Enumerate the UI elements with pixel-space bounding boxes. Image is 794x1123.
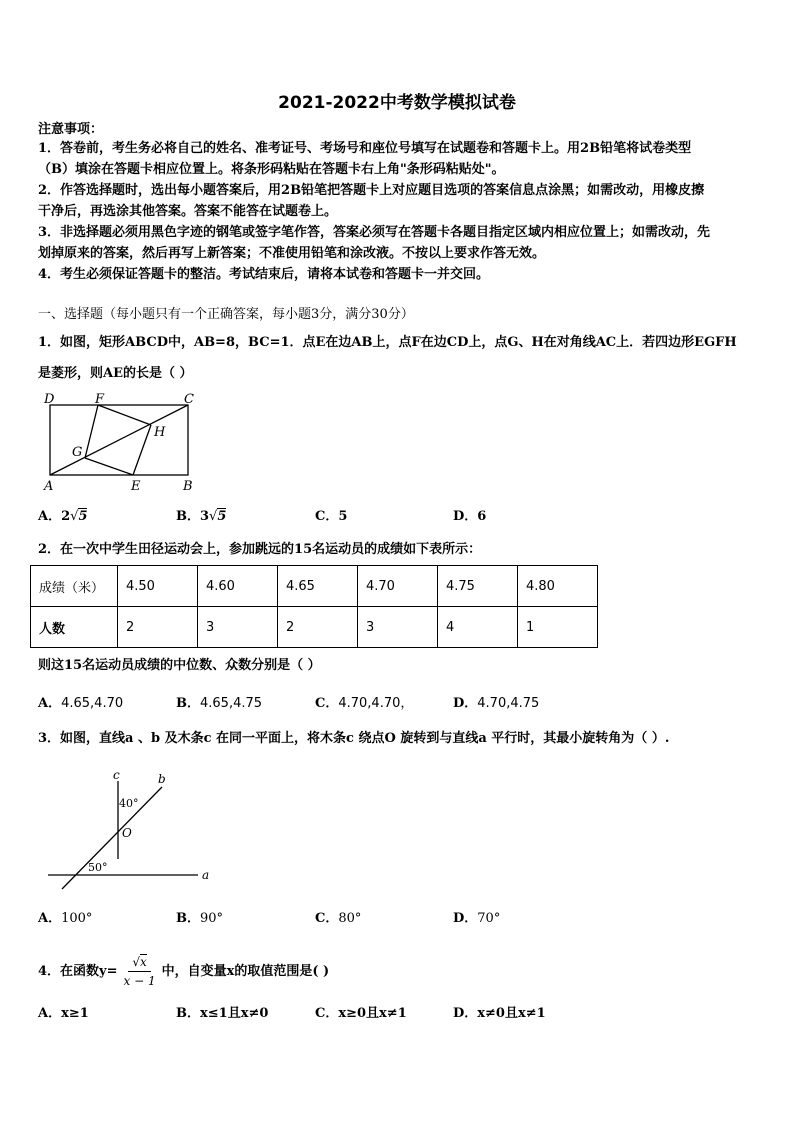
- score-table: [30, 565, 598, 648]
- option-d[interactable]: [453, 1002, 546, 1021]
- option-letter: B．: [176, 911, 200, 926]
- table-cell: 4.65: [278, 566, 358, 607]
- option-text: 100°: [61, 911, 93, 926]
- option-a[interactable]: [38, 692, 123, 711]
- table-header-cell: 人数: [31, 607, 118, 648]
- option-letter: D．: [453, 509, 478, 524]
- option-text: 4.70,4.75: [477, 696, 540, 711]
- table-cell: 4.60: [198, 566, 278, 607]
- notice-line: 干净后，再选涂其他答案。答案不能答在试题卷上。: [38, 204, 338, 219]
- option-c[interactable]: [315, 692, 413, 711]
- table-header-cell: 成绩（米）: [31, 566, 118, 607]
- line-b: [62, 787, 162, 889]
- option-text: 80°: [338, 911, 362, 926]
- option-b[interactable]: B．3√5: [176, 509, 227, 524]
- notice-line: 2．作答选择题时，选出每小题答案后，用2B铅笔把答题卡上对应题目选项的答案信息点涂黑；如需改动，用橡皮擦: [38, 183, 705, 198]
- label-g: G: [72, 445, 83, 460]
- side-hf: [98, 405, 151, 425]
- option-text: 90°: [200, 911, 224, 926]
- section-heading: 一、选择题（每小题只有一个正确答案，每小题3分，满分30分）: [38, 307, 414, 322]
- option-letter: D．: [453, 1006, 478, 1021]
- option-letter: C．: [315, 1006, 339, 1021]
- label-f: F: [95, 392, 105, 407]
- table-row: [31, 607, 598, 648]
- option-letter: D．: [453, 696, 478, 711]
- question-3-stem: 3．如图，直线a 、b 及木条c 在同一平面上，将木条c 绕点O 旋转到与直线a 平行时，其最小旋转角为（ ）.: [38, 731, 670, 746]
- numerator-radicand: x: [139, 955, 147, 969]
- option-text: x≤1且x≠0: [200, 1006, 269, 1021]
- notice-line: 划掉原来的答案，然后再写上新答案；不准使用铅笔和涂改液。不按以上要求作答无效。: [38, 246, 546, 261]
- label-d: D: [44, 392, 55, 407]
- option-letter: C．: [315, 696, 339, 711]
- table-cell: 4: [438, 607, 518, 648]
- option-letter: A．: [38, 509, 62, 524]
- table-row: [31, 566, 598, 607]
- option-d[interactable]: [453, 692, 539, 711]
- option-letter: B．: [176, 1006, 200, 1021]
- option-text: 70°: [477, 911, 501, 926]
- option-radicand: 5: [78, 509, 88, 524]
- option-coefficient: 2: [61, 509, 71, 524]
- table-cell: 4.70: [358, 566, 438, 607]
- option-b[interactable]: [176, 692, 262, 711]
- fraction: [120, 953, 160, 990]
- question-1-figure: [38, 390, 208, 494]
- option-letter: A．: [38, 696, 62, 711]
- label-e: E: [131, 479, 141, 494]
- notice-line: 3．非选择题必须用黑色字迹的钢笔或签字笔作答，答案必须写在答题卡各题目指定区域内相应位置上；如需改动，先: [38, 225, 711, 240]
- angle-50-label: 50°: [88, 861, 108, 874]
- option-b[interactable]: [176, 907, 223, 926]
- option-letter: A．: [38, 911, 62, 926]
- option-text: x≥0且x≠1: [338, 1006, 407, 1021]
- label-h: H: [154, 425, 166, 440]
- label-o: O: [122, 826, 132, 840]
- question-4-stem: [38, 953, 329, 990]
- label-a: A: [44, 479, 54, 494]
- option-text: x≥1: [61, 1006, 89, 1021]
- fraction-denominator: x − 1: [123, 974, 156, 988]
- table-cell: 1: [518, 607, 598, 648]
- option-c[interactable]: [315, 907, 361, 926]
- label-b: b: [158, 772, 166, 786]
- option-letter: C．: [315, 911, 339, 926]
- option-d[interactable]: [453, 505, 486, 524]
- table-cell: 2: [118, 607, 198, 648]
- fraction-numerator: √x: [128, 953, 150, 972]
- option-letter: C．: [315, 509, 339, 524]
- side-fg: [85, 405, 98, 458]
- option-text: 5: [338, 509, 348, 524]
- option-a[interactable]: [38, 907, 92, 926]
- table-cell: 3: [198, 607, 278, 648]
- option-b[interactable]: [176, 1002, 268, 1021]
- table-cell: 4.50: [118, 566, 198, 607]
- option-letter: A．: [38, 1006, 62, 1021]
- page-title: 2021-2022中考数学模拟试卷: [278, 93, 516, 113]
- option-radicand: 5: [217, 509, 227, 524]
- option-text: 4.70,4.70，: [338, 696, 414, 711]
- notice-line: （B）填涂在答题卡相应位置上。将条形码粘贴在答题卡右上角"条形码粘贴处"。: [38, 162, 505, 177]
- option-c[interactable]: [315, 505, 347, 524]
- label-c: C: [184, 392, 194, 407]
- option-text: x≠0且x≠1: [477, 1006, 546, 1021]
- label-c: c: [113, 768, 120, 782]
- option-a[interactable]: A．2√5: [38, 509, 88, 524]
- diagonal-ac: [50, 405, 188, 475]
- table-cell: 4.80: [518, 566, 598, 607]
- side-eh: [133, 425, 151, 475]
- option-coefficient: 3: [200, 509, 210, 524]
- option-text: 4.65,4.75: [200, 696, 263, 711]
- table-cell: 3: [358, 607, 438, 648]
- question-4-suffix: 中，自变量x的取值范围是( ): [161, 963, 330, 979]
- question-3-figure: [38, 765, 228, 893]
- option-c[interactable]: [315, 1002, 407, 1021]
- side-ge: [85, 458, 133, 475]
- option-d[interactable]: [453, 907, 500, 926]
- question-4-prefix: 4．在函数y=: [38, 963, 118, 979]
- question-2-stem: 2．在一次中学生田径运动会上，参加跳远的15名运动员的成绩如下表所示：: [38, 542, 482, 557]
- option-letter: B．: [176, 509, 200, 524]
- angle-40-label: 40°: [119, 797, 139, 810]
- label-a: a: [202, 868, 210, 882]
- option-a[interactable]: [38, 1002, 89, 1021]
- label-b: B: [183, 479, 193, 494]
- table-cell: 4.75: [438, 566, 518, 607]
- question-1-stem-cont: 是菱形，则AE的长是（ ）: [38, 366, 193, 381]
- notice-line: 1．答卷前，考生务必将自己的姓名、准考证号、考场号和座位号填写在试题卷和答题卡上。用2B铅笔将试卷类型: [38, 141, 692, 156]
- option-text: 4.65,4.70: [61, 696, 124, 711]
- notice-heading: 注意事项：: [38, 122, 104, 137]
- question-2-question: 则这15名运动员成绩的中位数、众数分别是（ ）: [38, 658, 321, 673]
- notice-line: 4．考生必须保证答题卡的整洁。考试结束后，请将本试卷和答题卡一并交回。: [38, 267, 490, 282]
- option-text: 6: [477, 509, 487, 524]
- question-1-stem: 1．如图，矩形ABCD中，AB=8，BC=1．点E在边AB上，点F在边CD上，点G、H在对角线AC上．若四边形EGFH: [38, 335, 737, 350]
- option-letter: B．: [176, 696, 200, 711]
- table-cell: 2: [278, 607, 358, 648]
- option-letter: D．: [453, 911, 478, 926]
